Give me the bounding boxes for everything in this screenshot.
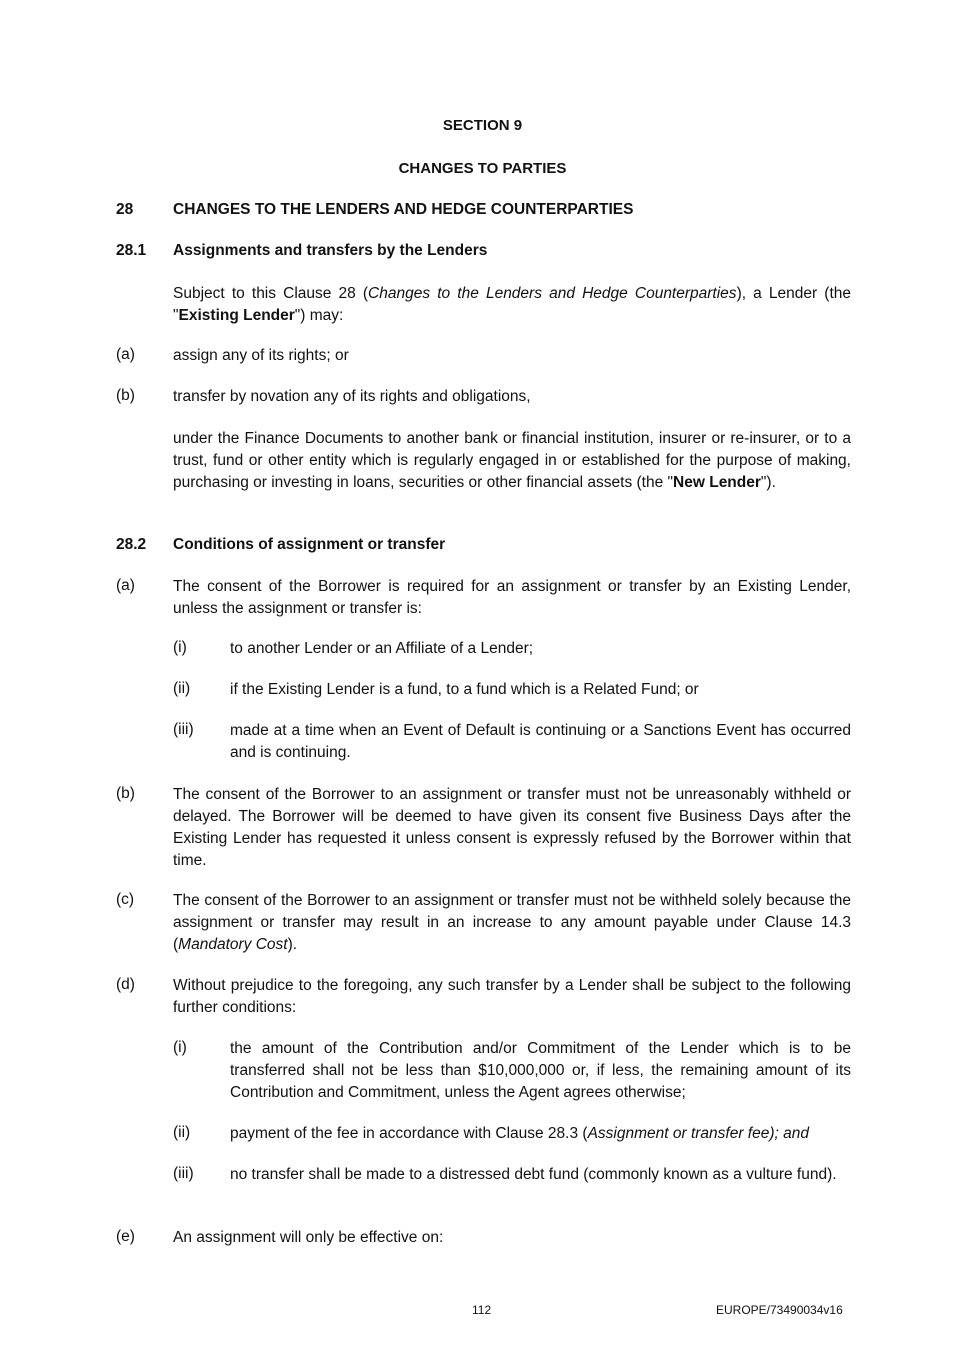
page-number: 112 (472, 1303, 492, 1317)
clause-28-2-e-label: (e) (116, 1228, 135, 1245)
clause-28-2-a-iii-label: (iii) (173, 721, 194, 738)
section-subtitle: CHANGES TO PARTIES (398, 160, 567, 177)
clause-28-2-d-ii-label: (ii) (173, 1124, 191, 1141)
clause-28-1-b-label: (b) (116, 387, 135, 404)
clause-28-2-d-text: Without prejudice to the foregoing, any such transfer by a Lender shall be subject to the following further conditions: (173, 977, 851, 1016)
clause-28-1-heading: Assignments and transfers by the Lenders (173, 242, 488, 259)
clause-28-2-d-i-text: the amount of the Contribution and/or Commitment of the Lender which is to be transferred shall not be less than $10,000,000 or, if less, the remaining amount of its Contribution and Commitment, unless the Agent agrees otherwise; (230, 1040, 851, 1101)
clause-28-2-a-ii-label: (ii) (173, 680, 191, 697)
clause-28-1-number: 28.1 (116, 242, 147, 259)
clause-28-1-intro: Subject to this Clause 28 (Changes to the Lenders and Hedge Counterparties), a Lender (the "Existing Lender") may: (173, 285, 852, 324)
clause-28-2-b-text: The consent of the Borrower to an assignment or transfer must not be unreasonably withheld or delayed. The Borrower will be deemed to have given its consent five Business Days after the Existing Lender has requested it unless consent is expressly refused by the Borrower within that time. (173, 786, 851, 869)
clause-28-2-a-text: The consent of the Borrower is required for an assignment or transfer by an Existing Lender, unless the assignment or transfer is: (173, 578, 851, 617)
clause-28-2-d-iii-label: (iii) (173, 1165, 194, 1182)
clause-28-2-a-i-text: to another Lender or an Affiliate of a Lender; (230, 640, 534, 657)
clause-28-2-a-iii-text: made at a time when an Event of Default is continuing or a Sanctions Event has occurred and is continuing. (230, 722, 851, 761)
clause-28-2-d-i-label: (i) (173, 1039, 187, 1056)
clause-28-1-a-text: assign any of its rights; or (173, 347, 349, 364)
clause-28-1-tail: under the Finance Documents to another bank or financial institution, insurer or re-insurer, or to a trust, fund or other entity which is regularly engaged in or established for the purpose of making, purchasing or investing in loans, securities or other financial assets (the "New Lender"). (173, 430, 851, 491)
clause-28-1-b-text: transfer by novation any of its rights and obligations, (173, 388, 531, 405)
clause-28-1-a-label: (a) (116, 346, 135, 363)
clause-28-2-a-i-label: (i) (173, 639, 187, 656)
clause-28-2-c-text: The consent of the Borrower to an assignment or transfer must not be withheld solely because the assignment or transfer may result in an increase to any amount payable under Clause 14.3 (Mandatory Cost). (173, 892, 851, 953)
clause-28-2-d-ii-text: payment of the fee in accordance with Clause 28.3 (Assignment or transfer fee); and (230, 1125, 809, 1142)
clause-28-2-c-label: (c) (116, 891, 135, 908)
clause-28-heading: CHANGES TO THE LENDERS AND HEDGE COUNTERPARTIES (173, 201, 634, 218)
clause-28-2-a-label: (a) (116, 577, 135, 594)
section-title: SECTION 9 (442, 117, 523, 134)
clause-28-2-b-label: (b) (116, 785, 135, 802)
clause-28-2-d-iii-text: no transfer shall be made to a distressed debt fund (commonly known as a vulture fund). (230, 1166, 837, 1183)
clause-28-2-number: 28.2 (116, 536, 147, 553)
clause-28-2-heading: Conditions of assignment or transfer (173, 536, 446, 553)
clause-28-number: 28 (116, 201, 134, 218)
clause-28-2-d-label: (d) (116, 976, 135, 993)
document-reference: EUROPE/73490034v16 (716, 1303, 843, 1317)
clause-28-2-a-ii-text: if the Existing Lender is a fund, to a fund which is a Related Fund; or (230, 681, 699, 698)
clause-28-2-e-text: An assignment will only be effective on: (173, 1229, 444, 1246)
